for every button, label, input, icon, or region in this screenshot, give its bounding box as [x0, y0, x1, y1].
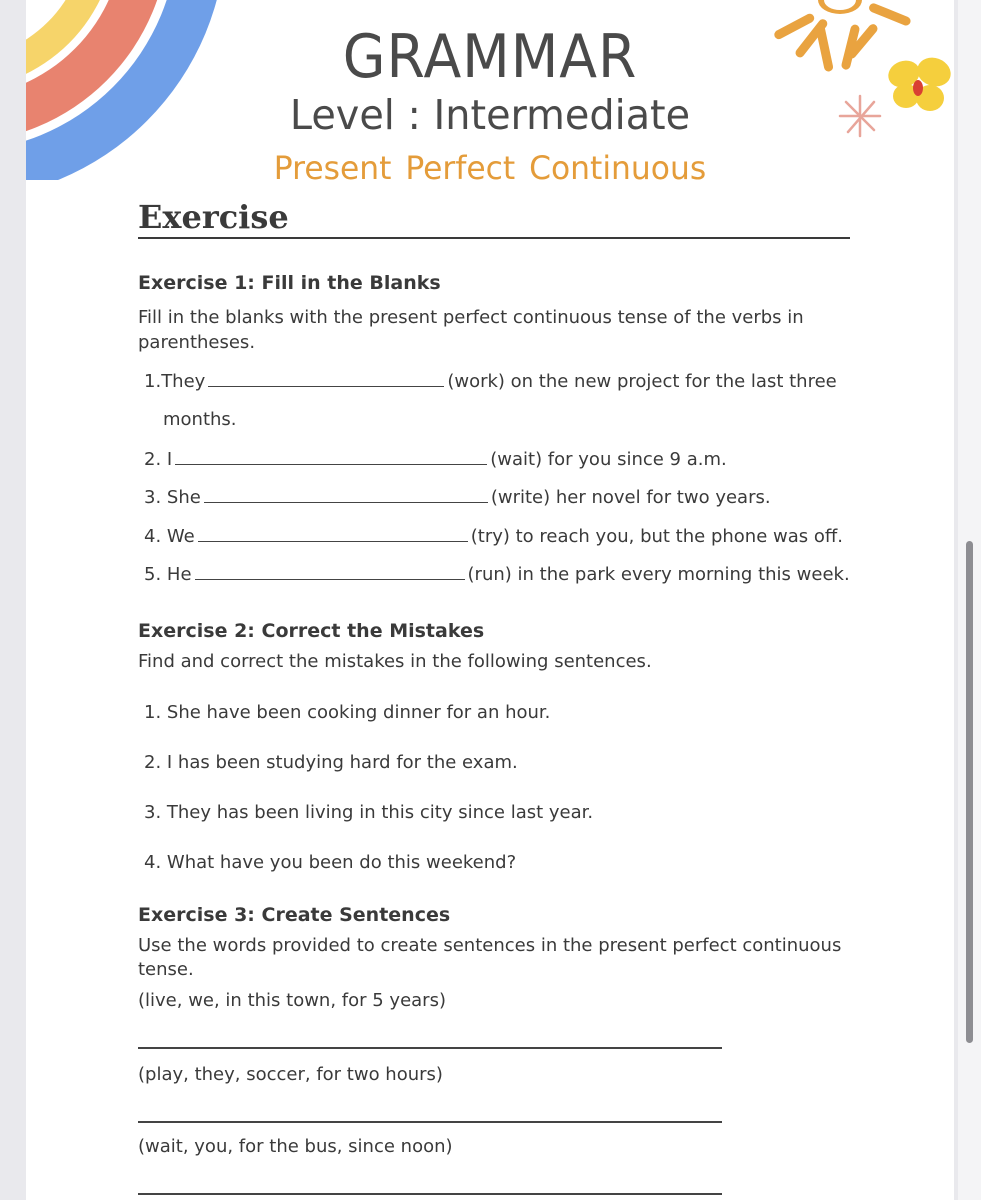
- answer-line[interactable]: [138, 1047, 722, 1049]
- topic-subtitle: Present Perfect Continuous: [273, 149, 707, 187]
- worksheet-title: GRAMMAR: [342, 22, 638, 92]
- exercise2-item-1: 1. She have been cooking dinner for an hour.: [144, 702, 551, 723]
- exercise2-item-3: 3. They has been living in this city since last year.: [144, 802, 594, 823]
- item-subject: They: [161, 371, 206, 392]
- exercise1-item-3: [144, 486, 771, 510]
- item-subject: I: [166, 449, 173, 470]
- item-text: (wait) for you since 9 a.m.: [490, 449, 727, 470]
- heading-underline: [138, 237, 850, 239]
- item-number: 3.: [144, 487, 162, 508]
- item-number: 1.: [144, 371, 162, 392]
- exercise2-item-4: 4. What have you been do this weekend?: [144, 852, 517, 873]
- fill-blank[interactable]: [204, 488, 488, 503]
- item-text: (write) her novel for two years.: [490, 487, 771, 508]
- exercise3-prompt-1: (live, we, in this town, for 5 years): [138, 990, 446, 1011]
- item-subject: We: [166, 526, 195, 547]
- worksheet-page: [26, 0, 954, 1200]
- item-text: (try) to reach you, but the phone was off.: [470, 526, 843, 547]
- item-subject: He: [166, 564, 192, 585]
- exercise1-item-5: [144, 563, 850, 587]
- answer-line[interactable]: [138, 1193, 722, 1195]
- exercise2-title: Exercise 2: Correct the Mistakes: [138, 620, 485, 642]
- exercise2-item-2: 2. I has been studying hard for the exam.: [144, 752, 518, 773]
- item-number: 2.: [144, 449, 162, 470]
- item-subject: She: [166, 487, 201, 508]
- fill-blank[interactable]: [208, 372, 444, 387]
- item-text: (run) in the park every morning this week.: [467, 564, 850, 585]
- exercise1-title: Exercise 1: Fill in the Blanks: [138, 272, 441, 294]
- item-number: 5.: [144, 564, 162, 585]
- exercise2-instruction: Find and correct the mistakes in the following sentences.: [138, 651, 652, 672]
- exercise1-item-1-continued: months.: [163, 409, 237, 430]
- exercise1-item-4: [144, 525, 843, 549]
- exercise3-instruction-line2: tense.: [138, 959, 194, 980]
- exercise3-title: Exercise 3: Create Sentences: [138, 904, 451, 926]
- exercise3-instruction-line1: Use the words provided to create sentences in the present perfect continuous: [138, 935, 842, 956]
- item-text: (work) on the new project for the last three: [447, 371, 837, 392]
- fill-blank[interactable]: [195, 565, 465, 580]
- exercise1-item-1: [144, 370, 837, 394]
- fill-blank[interactable]: [175, 450, 487, 465]
- fill-blank[interactable]: [198, 527, 468, 542]
- item-number: 4.: [144, 526, 162, 547]
- answer-line[interactable]: [138, 1121, 722, 1123]
- exercise1-instruction-line1: Fill in the blanks with the present perfect continuous tense of the verbs in: [138, 307, 804, 328]
- exercise1-item-2: [144, 448, 727, 472]
- exercise1-instruction-line2: parentheses.: [138, 332, 256, 353]
- exercise3-prompt-3: (wait, you, for the bus, since noon): [138, 1136, 453, 1157]
- exercise-heading: Exercise: [138, 198, 289, 236]
- scrollbar-thumb[interactable]: [966, 541, 973, 1043]
- level-subtitle: Level : Intermediate: [289, 91, 691, 139]
- exercise3-prompt-2: (play, they, soccer, for two hours): [138, 1064, 443, 1085]
